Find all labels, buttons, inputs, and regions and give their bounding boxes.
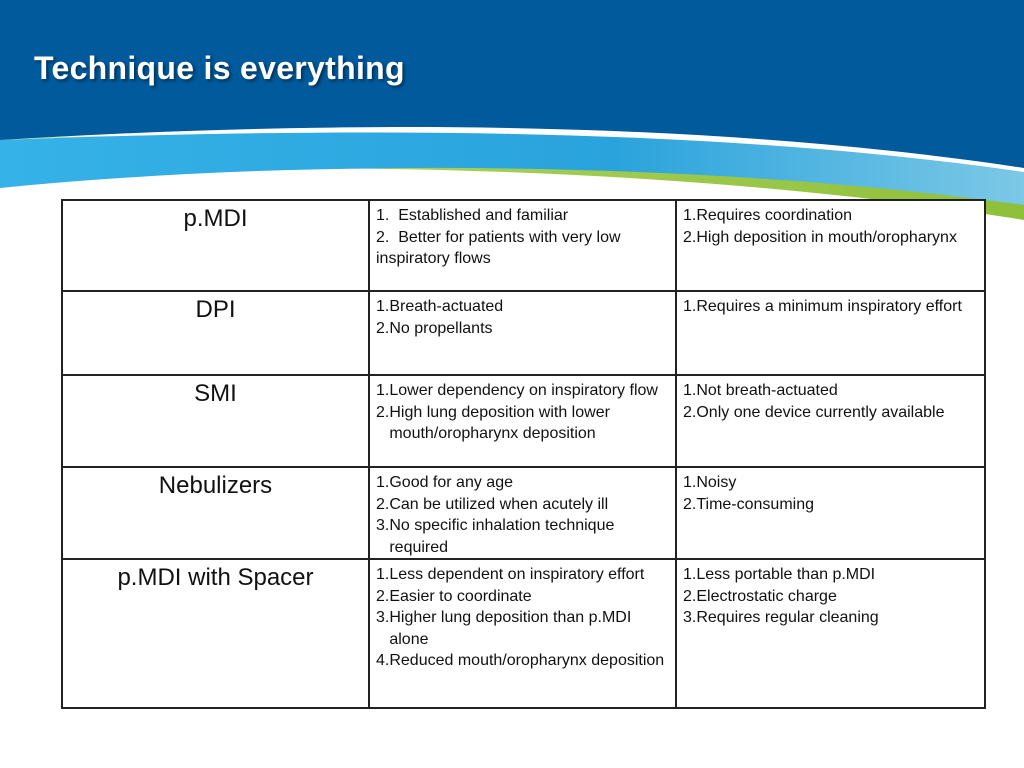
disadvantages-cell xyxy=(676,375,985,467)
advantages-cell xyxy=(369,559,676,708)
table-row xyxy=(62,559,985,708)
advantages-list xyxy=(376,564,667,672)
list-item: 2. Can be utilized when acutely ill xyxy=(376,495,609,513)
disadvantages-cell xyxy=(676,291,985,375)
device-comparison-table xyxy=(61,199,986,709)
advantages-cell xyxy=(369,375,676,467)
device-name: Nebulizers xyxy=(62,467,369,559)
list-item: 2. Time-consuming xyxy=(683,495,815,513)
list-item: 2. Only one device currently available xyxy=(683,403,945,421)
list-item: 1. Less dependent on inspiratory effort xyxy=(376,566,645,583)
list-item: 1. Good for any age xyxy=(376,474,513,491)
disadvantages-cell xyxy=(676,467,985,559)
disadvantages-cell xyxy=(676,559,985,708)
disadvantages-cell xyxy=(676,200,985,291)
list-item: 1. Lower dependency on inspiratory flow xyxy=(376,382,658,399)
list-item: 3. Higher lung deposition than p.MDI alone xyxy=(376,609,632,648)
table-row xyxy=(62,291,985,375)
list-item: 2. Better for patients with very low inspiratory flows xyxy=(376,228,621,267)
list-item: 2. High lung deposition with lower mouth/oropharynx deposition xyxy=(376,403,610,442)
list-item: 1. Established and familiar xyxy=(376,207,569,224)
advantages-cell xyxy=(369,291,676,375)
list-item: 2. Easier to coordinate xyxy=(376,587,532,605)
advantages-list xyxy=(376,296,667,339)
table-row xyxy=(62,200,985,291)
list-item: 2. Electrostatic charge xyxy=(683,587,837,605)
disadvantages-list xyxy=(683,205,976,248)
list-item: 4. Reduced mouth/oropharynx deposition xyxy=(376,652,665,669)
list-item: 3. No specific inhalation technique required xyxy=(376,517,615,556)
advantages-list xyxy=(376,472,667,558)
header-banner xyxy=(0,0,1024,230)
disadvantages-list xyxy=(683,564,976,629)
disadvantages-list xyxy=(683,472,976,515)
slide-title: Technique is everything xyxy=(34,50,405,86)
list-item: 1. Requires coordination xyxy=(683,207,852,224)
list-item: 1. Less portable than p.MDI xyxy=(683,566,876,583)
list-item: 2. No propellants xyxy=(376,319,493,337)
disadvantages-list xyxy=(683,296,976,318)
list-item: 2. High deposition in mouth/oropharynx xyxy=(683,228,957,246)
table-row xyxy=(62,375,985,467)
advantages-cell xyxy=(369,200,676,291)
device-name: p.MDI with Spacer xyxy=(62,559,369,708)
disadvantages-list xyxy=(683,380,976,423)
advantages-list xyxy=(376,205,667,270)
device-name: p.MDI xyxy=(62,200,369,291)
list-item: 3. Requires regular cleaning xyxy=(683,609,879,626)
list-item: 1. Requires a minimum inspiratory effort xyxy=(683,298,962,315)
list-item: 1. Not breath-actuated xyxy=(683,382,838,399)
list-item: 1. Breath-actuated xyxy=(376,298,504,315)
device-name: SMI xyxy=(62,375,369,467)
device-name: DPI xyxy=(62,291,369,375)
advantages-list xyxy=(376,380,667,445)
advantages-cell xyxy=(369,467,676,559)
list-item: 1. Noisy xyxy=(683,474,737,491)
table-row xyxy=(62,467,985,559)
